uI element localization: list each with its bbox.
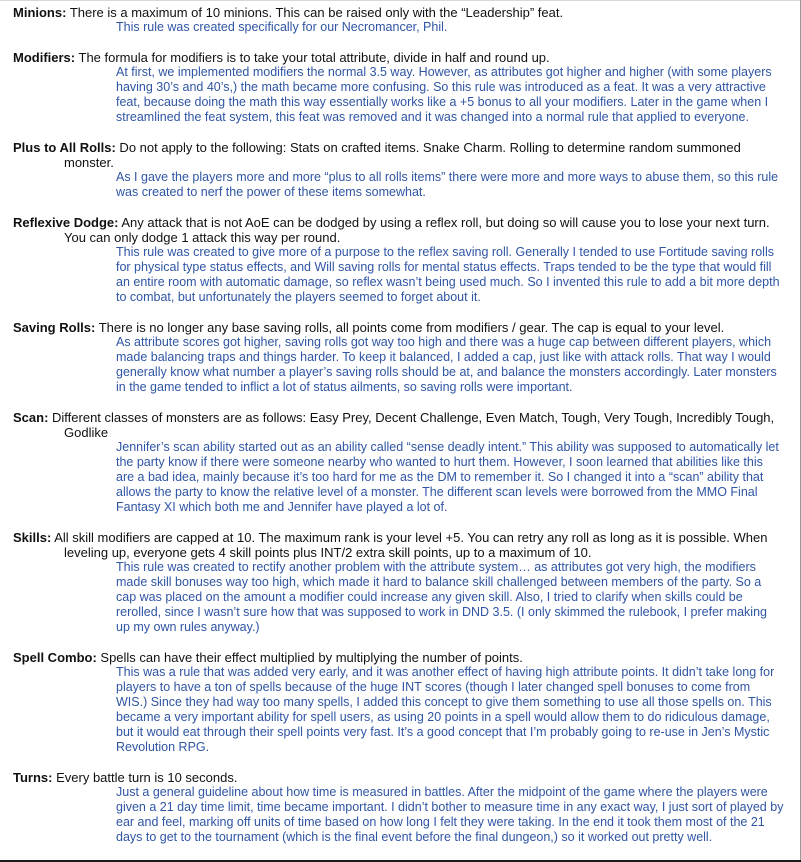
rule-turns [13, 770, 783, 845]
rules-document [13, 5, 783, 860]
rule-statement [13, 320, 783, 335]
rule-saving-rolls [13, 320, 783, 395]
rule-plus-to-all-rolls [13, 140, 783, 200]
rule-statement [13, 140, 783, 170]
rule-note: At first, we implemented modifiers the normal 3.5 way. However, as attributes got higher and higher (with some players having 30’s and 40’s,) the math became more confusing. So this rule was introduced as a feat. It was a very attractive feat, because doing the math this way essentially works like a +5 bonus to all your modifiers. Later in the game when I streamlined the feat system, this feat was removed and it was changed into a normal rule that applied to everyone. [116, 65, 772, 124]
rule-term: Modifiers: [13, 50, 76, 65]
rule-reflexive-dodge [13, 215, 783, 305]
rule-term: Spell Combo: [13, 650, 97, 665]
rule-scan [13, 410, 783, 515]
rule-term: Plus to All Rolls: [13, 140, 116, 155]
rule-text: Different classes of monsters are as follows: Easy Prey, Decent Challenge, Even Match, Tough, Very Tough, Incredibly Tough, Godlike [48, 410, 775, 440]
rule-note: This rule was created specifically for our Necromancer, Phil. [116, 20, 448, 34]
rule-text: There is no longer any base saving rolls, all points come from modifiers / gear. The cap is equal to your level. [95, 320, 725, 335]
rule-skills [13, 530, 783, 635]
rule-statement [13, 215, 783, 245]
rule-text: The formula for modifiers is to take your total attribute, divide in half and round up. [75, 50, 550, 65]
rule-term: Minions: [13, 5, 67, 20]
rule-statement [13, 410, 783, 440]
rule-term: Turns: [13, 770, 53, 785]
rule-term: Skills: [13, 530, 52, 545]
rule-statement [13, 770, 783, 785]
rule-text: Any attack that is not AoE can be dodged by using a reflex roll, but doing so will cause you to lose your next turn. You can only dodge 1 attack this way per round. [64, 215, 770, 245]
rule-minions [13, 5, 783, 35]
rule-term: Saving Rolls: [13, 320, 96, 335]
rule-statement [13, 5, 783, 20]
rule-note: As attribute scores got higher, saving rolls got way too high and there was a huge cap between different players, which made balancing traps and things harder. To keep it balanced, I added a cap, just like with attack rolls. That way I would generally know what number a player’s saving rolls should be at, and balance the monsters accordingly. Later monsters in the game tended to inflict a lot of status ailments, so saving rolls were important. [116, 335, 777, 394]
rule-modifiers [13, 50, 783, 125]
rule-statement [13, 650, 783, 665]
rule-note: Jennifer’s scan ability started out as an ability called “sense deadly intent.” This ability was supposed to automatically let the party know if there were someone nearby who wanted to hurt them. However, I soon learned that abilities like this are a bad idea, mainly because it’s too hard for me as the DM to remember it. So I changed it into a “scan” ability that allows the party to know the relative level of a monster. The different scan levels were borrowed from the MMO Final Fantasy XI which both me and Jennifer have played a lot of. [116, 440, 779, 514]
rule-term: Scan: [13, 410, 49, 425]
page-top-border [0, 0, 801, 1]
rule-text: All skill modifiers are capped at 10. The maximum rank is your level +5. You can retry any roll as long as it is possible. When leveling up, everyone gets 4 skill points plus INT/2 extra skill points, up to a maximum of 10. [51, 530, 768, 560]
rule-text: There is a maximum of 10 minions. This can be raised only with the “Leadership” feat. [66, 5, 564, 20]
rule-spell-combo [13, 650, 783, 755]
rule-statement [13, 530, 783, 560]
rule-text: Do not apply to the following: Stats on crafted items. Snake Charm. Rolling to determine random summoned monster. [64, 140, 741, 170]
rule-statement [13, 50, 783, 65]
rule-note: This rule was created to rectify another problem with the attribute system… as attributes got very high, the modifiers made skill bonuses way too high, which made it hard to balance skill challenged between members of the party. So a cap was placed on the amount a modifier could increase any given skill. Also, I tried to clarify when skills could be rerolled, since I wasn’t sure how that was supposed to work in DND 3.5. (I only skimmed the rulebook, I prefer making up my own rules anyway.) [116, 560, 767, 634]
rule-note: Just a general guideline about how time is measured in battles. After the midpoint of the game where the players were given a 21 day time limit, time became important. I didn’t bother to measure time in any exact way, I just sort of played by ear and feel, marking off units of time based on how long I felt they were taking. In the end it took them most of the 21 days to get to the tournament (which is the final event before the final dungeon,) so it worked out pretty well. [116, 785, 784, 844]
rule-note: This rule was created to give more of a purpose to the reflex saving roll. Generally I tended to use Fortitude saving rolls for physical type status effects, and Will saving rolls for mental status effects. Traps tended to be the type that would fill an entire room with automatic damage, so reflex wasn’t being used much. So I invented this rule to add a bit more depth to combat, but unfortunately the players seemed to forget about it. [116, 245, 780, 304]
rule-note: This was a rule that was added very early, and it was another effect of having high attribute points. It didn’t take long for players to have a ton of spells because of the huge INT scores (though I later changed spell bonuses to come from WIS.) Since they had way too many spells, I added this concept to give them something to use all those spells on. This became a very important ability for spell users, as using 20 points in a spell would allow them to do ridiculous damage, but it would eat through their spell points very fast. It’s a good concept that I’m probably going to re-use in Jen’s Mystic Revolution RPG. [116, 665, 775, 754]
rule-note: As I gave the players more and more “plus to all rolls items” there were more and more ways to abuse them, so this rule was created to nerf the power of these items somewhat. [116, 170, 779, 199]
rule-text: Every battle turn is 10 seconds. [52, 770, 238, 785]
rule-text: Spells can have their effect multiplied by multiplying the number of points. [96, 650, 523, 665]
rule-term: Reflexive Dodge: [13, 215, 119, 230]
